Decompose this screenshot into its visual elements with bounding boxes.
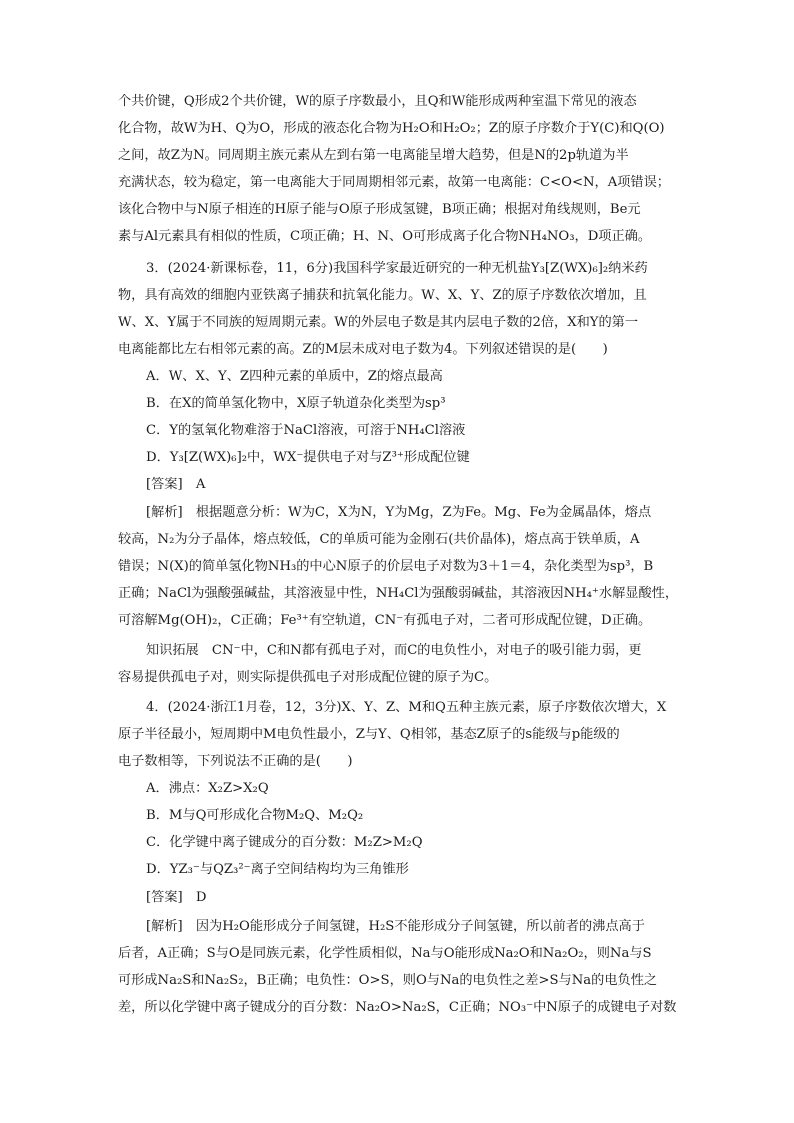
text-line: 原子半径最小，短周期中M电负性最小，Z与Y、Q相邻，基态Z原子的s能级与p能级的 — [118, 727, 620, 742]
answer-label: [答案] D — [146, 890, 207, 905]
question-4-stem: 4．(2024·浙江1月卷，12，3分)X、Y、Z、M和Q五种主族元素，原子序数依次增大，X — [146, 700, 667, 715]
text-line: 个共价键，Q形成2个共价键，W的原子序数最小，且Q和W能形成两种室温下常见的液态 — [118, 94, 637, 109]
option-c: C．Y的氢氧化物难溶于NaCl溶液，可溶于NH₄Cl溶液 — [146, 423, 466, 438]
text-line: 化合物，故W为H、Q为O，形成的液态化合物为H₂O和H₂O₂；Z的原子序数介于Y(C)和Q(O) — [118, 121, 665, 136]
text-line: 较高，N₂为分子晶体，熔点较低，C的单质可能为金刚石(共价晶体)，熔点高于铁单质，A — [118, 532, 640, 547]
text-line: 可形成Na₂S和Na₂S₂，B正确；电负性：O>S，则O与Na的电负性之差>S与Na的电负性之 — [118, 973, 658, 988]
question-3-stem: 3．(2024·新课标卷，11，6分)我国科学家最近研究的一种无机盐Y₃[Z(WX)₆]₂纳米药 — [146, 261, 648, 276]
text-line: 电子数相等，下列说法不正确的是( ) — [118, 754, 353, 769]
option-d: D．Y₃[Z(WX)₆]₂中，WX⁻提供电子对与Z³⁺形成配位键 — [146, 450, 470, 465]
option-c: C．化学键中离子键成分的百分数：M₂Z>M₂Q — [146, 835, 423, 850]
option-a: A．沸点：X₂Z>X₂Q — [146, 781, 269, 796]
text-line: 充满状态，较为稳定，第一电离能大于同周期相邻元素，故第一电离能：C<O<N，A项错误； — [118, 175, 670, 190]
analysis-line: [解析] 根据题意分析：W为C，X为N，Y为Mg，Z为Fe。Mg、Fe为金属晶体，熔点 — [146, 505, 652, 520]
option-b: B．M与Q可形成化合物M₂Q、M₂Q₂ — [146, 808, 364, 823]
option-b: B．在X的简单氢化物中，X原子轨道杂化类型为sp³ — [146, 396, 446, 411]
text-line: W、X、Y属于不同族的短周期元素。W的外层电子数是其内层电子数的2倍，X和Y的第一 — [118, 315, 639, 330]
option-d: D．YZ₃⁻与QZ₃²⁻离子空间结构均为三角锥形 — [146, 862, 409, 877]
text-line: 差，所以化学键中离子键成分的百分数：Na₂O>Na₂S，C正确；NO₃⁻中N原子的成键电子对数 — [118, 1000, 677, 1015]
text-line: 正确；NaCl为强酸强碱盐，其溶液显中性，NH₄Cl为强酸弱碱盐，其溶液因NH₄⁺水解显酸性， — [118, 586, 679, 601]
option-a: A．W、X、Y、Z四种元素的单质中，Z的熔点最高 — [146, 369, 443, 384]
text-line: 错误；N(X)的简单氢化物NH₃的中心N原子的价层电子对数为3＋1＝4，杂化类型为sp³，B — [118, 559, 654, 574]
text-line: 后者，A正确；S与O是同族元素，化学性质相似，Na与O能形成Na₂O和Na₂O₂，则Na与S — [118, 946, 652, 961]
text-line: 电离能都比左右相邻元素的高。Z的M层未成对电子数为4。下列叙述错误的是( ) — [118, 342, 608, 357]
text-line: 容易提供孤电子对，则实际提供孤电子对形成配位键的原子为C。 — [118, 670, 498, 685]
analysis-line: [解析] 因为H₂O能形成分子间氢键，H₂S不能形成分子间氢键，所以前者的沸点高于 — [146, 919, 645, 934]
text-line: 之间，故Z为N。同周期主族元素从左到右第一电离能呈增大趋势，但是N的2p轨道为半 — [118, 148, 629, 163]
text-line: 素与Al元素具有相似的性质，C项正确；H、N、O可形成离子化合物NH₄NO₃，D项正确。 — [118, 229, 652, 244]
text-line: 该化合物中与N原子相连的H原子能与O原子形成氢键，B项正确；根据对角线规则，Be元 — [118, 202, 641, 217]
answer-label: [答案] A — [146, 477, 206, 492]
knowledge-extension: 知识拓展 CN⁻中，C和N都有孤电子对，而C的电负性小，对电子的吸引能力弱，更 — [146, 643, 642, 658]
text-line: 物，具有高效的细胞内亚铁离子捕获和抗氧化能力。W、X、Y、Z的原子序数依次增加，且 — [118, 288, 647, 303]
text-line: 可溶解Mg(OH)₂，C正确；Fe³⁺有空轨道，CN⁻有孤电子对，二者可形成配位键，D正确。 — [118, 613, 652, 628]
